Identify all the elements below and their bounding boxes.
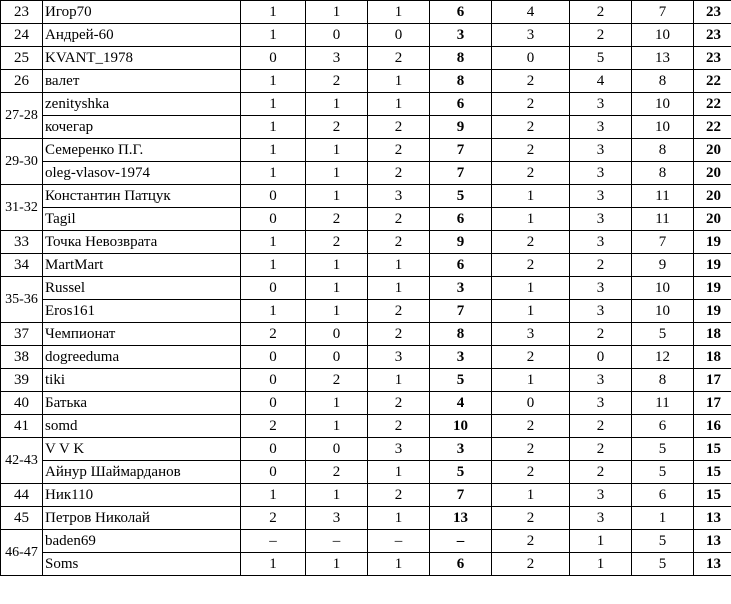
score-cell: 2 [570,24,632,47]
points-cell: 6 [430,553,492,576]
score-cell: 1 [306,300,368,323]
points-cell: 6 [430,1,492,24]
player-name-cell: Точка Невозврата [43,231,241,254]
score-cell: 1 [241,484,306,507]
points-cell: – [430,530,492,553]
score-cell: – [306,530,368,553]
score-cell: 2 [492,346,570,369]
score-cell: 2 [368,231,430,254]
score-cell: 2 [306,369,368,392]
score-cell: 0 [306,438,368,461]
score-cell: 3 [368,185,430,208]
rank-cell: 24 [1,24,43,47]
score-cell: 1 [306,553,368,576]
player-name-cell: Андрей-60 [43,24,241,47]
points-cell: 7 [430,162,492,185]
score-cell: 0 [306,24,368,47]
score-cell: 1 [241,254,306,277]
table-row [1,254,731,277]
score-cell: 2 [492,162,570,185]
score-cell: 2 [306,70,368,93]
score-cell: 1 [368,254,430,277]
score-cell: 0 [241,346,306,369]
total-cell: 20 [694,162,731,185]
score-cell: 2 [492,254,570,277]
score-cell: 1 [241,116,306,139]
rank-cell: 33 [1,231,43,254]
score-cell: 8 [632,369,694,392]
total-cell: 17 [694,392,731,415]
rank-cell: 29-30 [1,139,43,185]
score-cell: 1 [306,254,368,277]
score-cell: 10 [632,24,694,47]
score-cell: 1 [241,139,306,162]
points-cell: 3 [430,24,492,47]
score-cell: 2 [492,461,570,484]
score-cell: 1 [368,369,430,392]
score-cell: 2 [368,323,430,346]
score-cell: 10 [632,277,694,300]
score-cell: 1 [492,300,570,323]
points-cell: 3 [430,346,492,369]
table-row [1,461,731,484]
score-cell: 3 [570,162,632,185]
score-cell: 3 [368,346,430,369]
points-cell: 8 [430,47,492,70]
table-row [1,300,731,323]
score-cell: 4 [570,70,632,93]
score-cell: 1 [632,507,694,530]
score-cell: 3 [570,208,632,231]
score-cell: 2 [492,438,570,461]
score-cell: 1 [241,1,306,24]
score-cell: 0 [241,47,306,70]
total-cell: 15 [694,484,731,507]
total-cell: 20 [694,185,731,208]
score-cell: 7 [632,1,694,24]
score-cell: 1 [306,415,368,438]
table-row [1,553,731,576]
score-cell: 1 [368,70,430,93]
total-cell: 13 [694,553,731,576]
points-cell: 9 [430,231,492,254]
score-cell: 8 [632,139,694,162]
points-cell: 13 [430,507,492,530]
player-name-cell: Петров Николай [43,507,241,530]
score-cell: 1 [492,277,570,300]
player-name-cell: oleg-vlasov-1974 [43,162,241,185]
points-cell: 6 [430,254,492,277]
score-cell: 1 [306,162,368,185]
score-cell: 1 [241,300,306,323]
rank-cell: 46-47 [1,530,43,576]
points-cell: 9 [430,116,492,139]
score-cell: 3 [570,139,632,162]
score-cell: 1 [306,1,368,24]
score-cell: 2 [368,47,430,70]
score-cell: 3 [492,323,570,346]
player-name-cell: Игор70 [43,1,241,24]
score-cell: 2 [492,93,570,116]
score-cell: 0 [241,438,306,461]
total-cell: 22 [694,93,731,116]
score-cell: 2 [570,438,632,461]
player-name-cell: dogreeduma [43,346,241,369]
points-cell: 10 [430,415,492,438]
score-cell: 2 [570,415,632,438]
score-cell: 7 [632,231,694,254]
rank-cell: 35-36 [1,277,43,323]
points-cell: 5 [430,185,492,208]
player-name-cell: KVANT_1978 [43,47,241,70]
total-cell: 23 [694,47,731,70]
score-cell: 11 [632,208,694,231]
score-cell: 11 [632,185,694,208]
points-cell: 5 [430,461,492,484]
total-cell: 19 [694,231,731,254]
points-cell: 6 [430,208,492,231]
score-cell: 1 [492,185,570,208]
score-cell: 3 [570,116,632,139]
score-cell: 2 [492,530,570,553]
points-cell: 5 [430,369,492,392]
score-cell: 10 [632,300,694,323]
score-cell: 2 [368,208,430,231]
points-cell: 7 [430,139,492,162]
score-cell: 3 [570,277,632,300]
score-cell: 2 [368,415,430,438]
player-name-cell: Батька [43,392,241,415]
table-row [1,507,731,530]
rank-cell: 38 [1,346,43,369]
score-cell: 2 [570,323,632,346]
score-cell: 10 [632,116,694,139]
score-cell: 0 [241,369,306,392]
score-cell: 1 [368,553,430,576]
score-cell: 2 [368,139,430,162]
points-cell: 4 [430,392,492,415]
score-cell: 8 [632,70,694,93]
score-cell: 1 [306,392,368,415]
score-cell: 3 [570,484,632,507]
score-cell: 5 [570,47,632,70]
score-cell: 1 [241,93,306,116]
score-cell: 1 [492,208,570,231]
total-cell: 22 [694,70,731,93]
player-name-cell: Семеренко П.Г. [43,139,241,162]
total-cell: 19 [694,277,731,300]
score-cell: 3 [492,24,570,47]
table-row [1,323,731,346]
total-cell: 18 [694,346,731,369]
rank-cell: 23 [1,1,43,24]
score-cell: 3 [570,300,632,323]
score-cell: 1 [241,24,306,47]
score-cell: 2 [241,323,306,346]
table-row [1,231,731,254]
score-cell: 3 [306,507,368,530]
score-cell: 10 [632,93,694,116]
standings-body [1,1,731,576]
score-cell: 2 [570,461,632,484]
total-cell: 19 [694,300,731,323]
points-cell: 3 [430,438,492,461]
score-cell: 1 [368,93,430,116]
score-cell: 5 [632,461,694,484]
total-cell: 13 [694,530,731,553]
rank-cell: 44 [1,484,43,507]
score-cell: 3 [570,392,632,415]
score-cell: 1 [306,185,368,208]
score-cell: 2 [306,461,368,484]
score-cell: 6 [632,415,694,438]
score-cell: 0 [570,346,632,369]
player-name-cell: somd [43,415,241,438]
score-cell: 0 [241,277,306,300]
score-cell: 2 [368,300,430,323]
score-cell: 2 [241,415,306,438]
points-cell: 8 [430,323,492,346]
score-cell: 0 [241,461,306,484]
score-cell: 1 [306,139,368,162]
score-cell: 0 [368,24,430,47]
score-cell: 0 [241,392,306,415]
score-cell: 1 [306,277,368,300]
score-cell: 2 [492,415,570,438]
rank-cell: 34 [1,254,43,277]
table-row [1,185,731,208]
score-cell: 3 [368,438,430,461]
points-cell: 3 [430,277,492,300]
score-cell: 1 [306,484,368,507]
points-cell: 8 [430,70,492,93]
player-name-cell: tiki [43,369,241,392]
rank-cell: 37 [1,323,43,346]
table-row [1,93,731,116]
score-cell: 2 [368,484,430,507]
score-cell: 0 [241,185,306,208]
total-cell: 17 [694,369,731,392]
score-cell: – [368,530,430,553]
score-cell: 2 [306,116,368,139]
score-cell: 2 [368,392,430,415]
score-cell: 2 [492,70,570,93]
score-cell: 9 [632,254,694,277]
score-cell: 1 [241,162,306,185]
player-name-cell: кочегар [43,116,241,139]
total-cell: 20 [694,139,731,162]
score-cell: 2 [492,553,570,576]
points-cell: 7 [430,300,492,323]
player-name-cell: Чемпионат [43,323,241,346]
table-row [1,139,731,162]
score-cell: 5 [632,553,694,576]
score-cell: 0 [492,47,570,70]
score-cell: 8 [632,162,694,185]
score-cell: 3 [570,369,632,392]
rank-cell: 40 [1,392,43,415]
score-cell: 5 [632,530,694,553]
score-cell: 2 [492,507,570,530]
player-name-cell: Tagil [43,208,241,231]
player-name-cell: Soms [43,553,241,576]
score-cell: 1 [306,93,368,116]
score-cell: 5 [632,323,694,346]
score-cell: 3 [570,507,632,530]
player-name-cell: baden69 [43,530,241,553]
score-cell: 1 [368,1,430,24]
table-row [1,369,731,392]
total-cell: 16 [694,415,731,438]
score-cell: 3 [570,93,632,116]
score-cell: 1 [368,507,430,530]
score-cell: 1 [241,231,306,254]
score-cell: 1 [241,553,306,576]
player-name-cell: Ник110 [43,484,241,507]
player-name-cell: Russel [43,277,241,300]
score-cell: 5 [632,438,694,461]
total-cell: 22 [694,116,731,139]
score-cell: 6 [632,484,694,507]
score-cell: 2 [492,139,570,162]
score-cell: 12 [632,346,694,369]
score-cell: 3 [570,231,632,254]
table-row [1,1,731,24]
player-name-cell: Константин Патцук [43,185,241,208]
score-cell: 2 [306,231,368,254]
table-row [1,47,731,70]
score-cell: 11 [632,392,694,415]
score-cell: 2 [241,507,306,530]
player-name-cell: валет [43,70,241,93]
points-cell: 7 [430,484,492,507]
score-cell: 2 [306,208,368,231]
score-cell: 1 [492,369,570,392]
rank-cell: 31-32 [1,185,43,231]
player-name-cell: zenityshka [43,93,241,116]
score-cell: 0 [306,346,368,369]
table-row [1,116,731,139]
table-row [1,415,731,438]
total-cell: 19 [694,254,731,277]
table-row [1,24,731,47]
total-cell: 23 [694,24,731,47]
player-name-cell: Айнур Шаймарданов [43,461,241,484]
score-cell: 3 [570,185,632,208]
total-cell: 15 [694,438,731,461]
table-row [1,70,731,93]
total-cell: 23 [694,1,731,24]
score-cell: 4 [492,1,570,24]
score-cell: 2 [492,231,570,254]
player-name-cell: V V K [43,438,241,461]
table-row [1,530,731,553]
total-cell: 18 [694,323,731,346]
score-cell: – [241,530,306,553]
score-cell: 2 [570,254,632,277]
total-cell: 13 [694,507,731,530]
player-name-cell: MartMart [43,254,241,277]
rank-cell: 27-28 [1,93,43,139]
score-cell: 0 [241,208,306,231]
table-row [1,277,731,300]
score-cell: 0 [306,323,368,346]
table-row [1,392,731,415]
score-cell: 1 [492,484,570,507]
rank-cell: 42-43 [1,438,43,484]
rank-cell: 39 [1,369,43,392]
table-row [1,208,731,231]
player-name-cell: Eros161 [43,300,241,323]
score-cell: 3 [306,47,368,70]
points-cell: 6 [430,93,492,116]
total-cell: 20 [694,208,731,231]
score-cell: 13 [632,47,694,70]
score-cell: 0 [492,392,570,415]
table-row [1,346,731,369]
score-cell: 2 [570,1,632,24]
rank-cell: 45 [1,507,43,530]
rank-cell: 26 [1,70,43,93]
table-row [1,484,731,507]
score-cell: 2 [368,116,430,139]
score-cell: 1 [241,70,306,93]
score-cell: 2 [368,162,430,185]
table-row [1,162,731,185]
total-cell: 15 [694,461,731,484]
score-cell: 1 [368,277,430,300]
score-cell: 2 [492,116,570,139]
rank-cell: 41 [1,415,43,438]
rank-cell: 25 [1,47,43,70]
score-cell: 1 [368,461,430,484]
table-row [1,438,731,461]
score-cell: 1 [570,553,632,576]
score-cell: 1 [570,530,632,553]
